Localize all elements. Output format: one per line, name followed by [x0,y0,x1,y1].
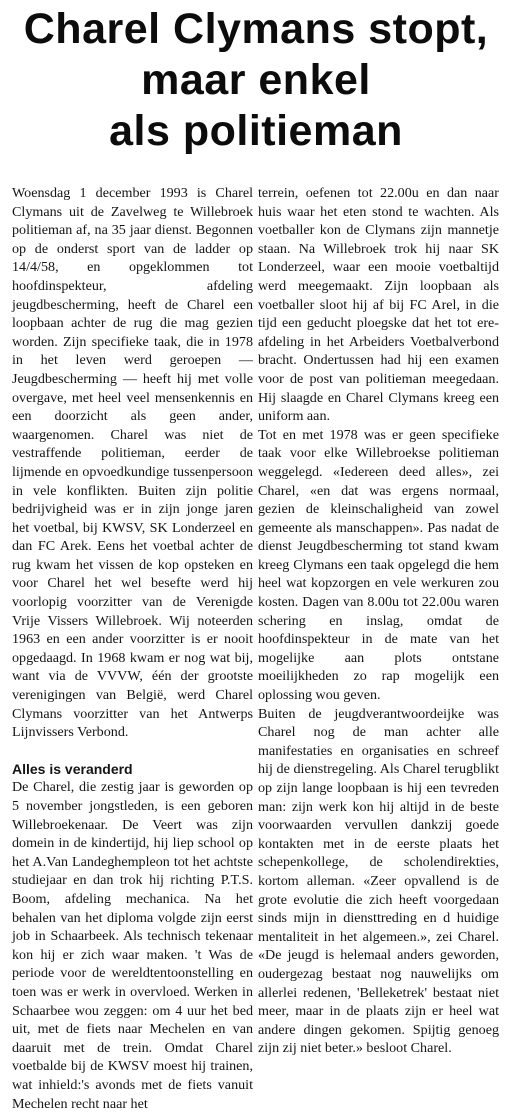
biography-paragraph: De Charel, die zestig jaar is geworden op 5 november jongstleden, is een geboren Willebroekenaar. De Veert was zijn domein in de kindertijd, hij liep school op het A.Van Landeghempleon tot het achtste studiejaar en dan trok hij richting P.T.S. Boom, afdeling mechanica. Na het behalen van het diploma volgde zijn eerst job in Schaarbeek. Als technisch tekenaar kon hij er zich waar maken. 't Was de periode voor de wereldtentoonstelling en toen was er werk in overvloed. Werken in Schaarbee wou zeggen: om 4 uur het bed uit, met de fiets naar Mechelen en van daaruit met de trein. Omdat Charel voetbalde bij de KWSV moest hij trainen, wat inhield:'s avonds met de fiets vanuit Mechelen recht naar het [12,779,253,1112]
section-subheading: Alles is veranderd [12,760,133,777]
youth-protection-paragraph: Tot en met 1978 was er geen specifieke taak voor elke Willebroekse politieman weggelegd. «Iedereen deed alles», zei Charel, «en dat was ergens normaal, gezien de kleinschaligheid van zowel gemeente als manschappen». Pas nadat de dienst Jeugdbescherming tot stand kwam kreeg Clymans een taak opgelegd die hem heel wat kopzorgen en vele werkuren zou kosten. Dagen van 8.00u tot 22.00u waren schering en inslag, omdat de hoofdinspekteur in de mate van het mogelijke aan plots ontstane moeilijkheden zo rap mogelijk een oplossing wou geven. [258,426,499,704]
headline-line-2: maar enkel [141,56,371,104]
intro-paragraph: Woensdag 1 december 1993 is Charel Clymans uit de Zavelweg te Willebroek politieman af, na 35 jaar dienst. Begonnen op de onderst sport van de ladder op 14/4/58, en opgeklommen tot hoofdinspekteur, afdeling jeugdbescherming, heeft de Charel een loopbaan achter de rug die mag gezien worden. Zijn specifieke taak, die in 1978 in het leven werd geroepen — Jeugdbescherming — heeft hij met volle overgave, met heel veel mensenkennis en een doorzicht als geen ander, waargenomen. Charel was niet de vestraffende politieman, eerder de lijmende en opvoedkundige tussenpersoon in vele konflikten. Buiten zijn politie bedrijvigheid was er in zijn jonge jaren het voetbal, bij KWSV, SK Londerzeel en dan FC Arek. Eens het voetbal achter de rug kwam het vissen de kop opsteken en voor Charel het wel besefte werd hij voorlopig voorzitter van de Verenigde Vrije Vissers Willebroek. Wij noteerden 1963 en een ander voorzitter is er nooit opgedaagd. In 1968 kwam er nog wat bij, want via de VVVW, één der grootste verenigingen van België, werd Charel Clymans voorzitter van het Antwerps Lijnvissers Verbond. [12,185,253,741]
headline-line-3: als politieman [109,107,403,155]
headline-line-1: Charel Clymans stopt, [23,5,489,53]
retrospective-paragraph: Buiten de jeugdverantwoordeijke was Charel nog de man achter alle manifestaties en organisaties en schreef hij de dienstregeling. Als Charel terugblikt op zijn lange loopbaan is hij een tevreden man: zijn werk kon hij altijd in de beste voorwaarden vervullen dankzij goede kontakten met in de eerste plaats het schepenkollege, de scholendirekties, kortom alleman. «Zeer opvallend is de grote evolutie die zich heeft voorgedaan sinds mijn in diensttreding en d huidige mentaliteit in het algemeen.», zei Charel. «De jeugd is helemaal anders geworden, oudergezag bestaat nog nauwelijks om allerlei redenen, 'Belleketrek' bestaat niet meer, maar in de plaats zijn er heel wat andere dingen gekomen. Spijtig genoeg zijn zij niet beter.» besloot Charel. [258,705,499,1057]
right-column [258,184,499,1058]
football-paragraph: terrein, oefenen tot 22.00u en dan naar huis waar het eten stond te wachten. Als voetballer kon de Clymans zijn mannetje staan. Na Willebroek trok hij naar SK Londerzeel, waar een mooie voetbaltijd werd meegemaakt. Zijn loopbaan als voetballer sloot hij af bij FC Arel, in die tijd een geducht ploegske dat het tot ere-afdeling in het Arbeiders Voetbalverbond bracht. Ondertussen had hij een examen voor de post van politieman meegedaan. Hij slaagde en Charel Clymans kreeg een uniform aan. [258,185,499,425]
article-headline [0,4,512,157]
left-column [12,184,253,1113]
